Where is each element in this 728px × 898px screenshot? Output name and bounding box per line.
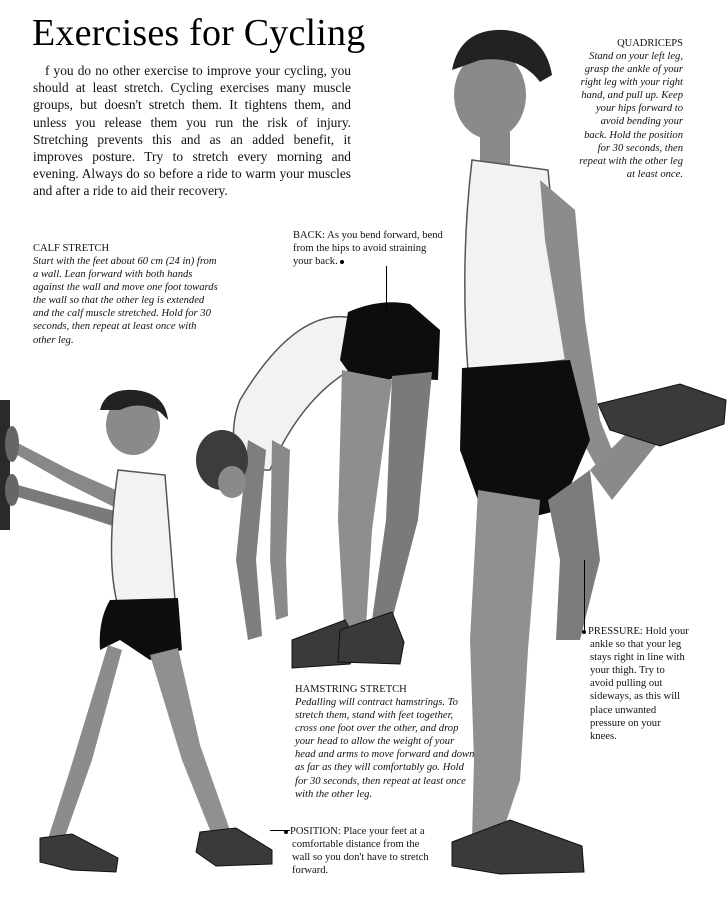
quadriceps-caption xyxy=(577,37,683,181)
quadriceps-text: Stand on your left leg, grasp the ankle of your right leg with your right hand, and pull up. Keep your hips forward to avoid bending your back. Hold the position for 30 seconds, then repeat with the other leg at least once. xyxy=(579,51,683,180)
hamstring-text: Pedalling will contract hamstrings. To stretch them, stand with feet together, cross one foot over the other, and drop your head to allow the weight of your head and arms to move forward and down as far as they will comfortably go. Hold for 30 seconds, then repeat at least once with the other leg. xyxy=(295,697,475,800)
position-caption xyxy=(292,825,432,877)
position-label: POSITION: xyxy=(290,826,341,837)
pressure-caption xyxy=(590,625,690,743)
intro-text: f you do no other exercise to improve your cycling, you should at least stretch. Cycling exercises many muscle groups, but doesn't stretch them. It tightens them, and unless you release them you run the risk of injury. Stretching prevents this and as an added benefit, it improves posture. Try to stretch every morning and evening. Always do so before a ride to warm your muscles and after a ride to aid their recovery. xyxy=(33,63,351,199)
back-caption xyxy=(293,229,443,268)
calf-stretch-caption xyxy=(33,242,218,347)
pressure-pointer-dot xyxy=(582,630,586,634)
position-pointer-dot xyxy=(284,830,288,834)
back-pointer-dot xyxy=(340,260,344,264)
position-text: Place your feet at a comfortable distance from the wall so you don't have to stretch forward. xyxy=(292,826,429,877)
hamstring-stretch-figure xyxy=(196,302,440,668)
calf-stretch-text: Start with the feet about 60 cm (24 in) from a wall. Lean forward with both hands against the wall and move one foot towards the wall so that the other leg is extended and the calf muscle stretched. Hold for 30 seconds, then repeat at least once with other leg. xyxy=(33,256,218,346)
back-pointer-line xyxy=(386,266,387,310)
back-text: As you bend forward, bend from the hips to avoid straining your back. xyxy=(293,230,443,268)
page-title: Exercises for Cycling xyxy=(32,12,366,54)
pressure-label: PRESSURE: xyxy=(588,626,643,637)
hamstring-caption xyxy=(295,683,477,801)
back-label: BACK: xyxy=(293,230,326,241)
pressure-pointer-line xyxy=(584,560,585,630)
pressure-text: Hold your ankle so that your leg stays right in line with your thigh. Try to avoid pulling out sideways, as this will place unwanted pressure on your knees. xyxy=(590,626,689,742)
quadriceps-label: QUADRICEPS xyxy=(617,38,683,49)
calf-stretch-label: CALF STRETCH xyxy=(33,243,110,254)
hamstring-label: HAMSTRING STRETCH xyxy=(295,684,407,695)
wall-edge xyxy=(0,400,10,530)
